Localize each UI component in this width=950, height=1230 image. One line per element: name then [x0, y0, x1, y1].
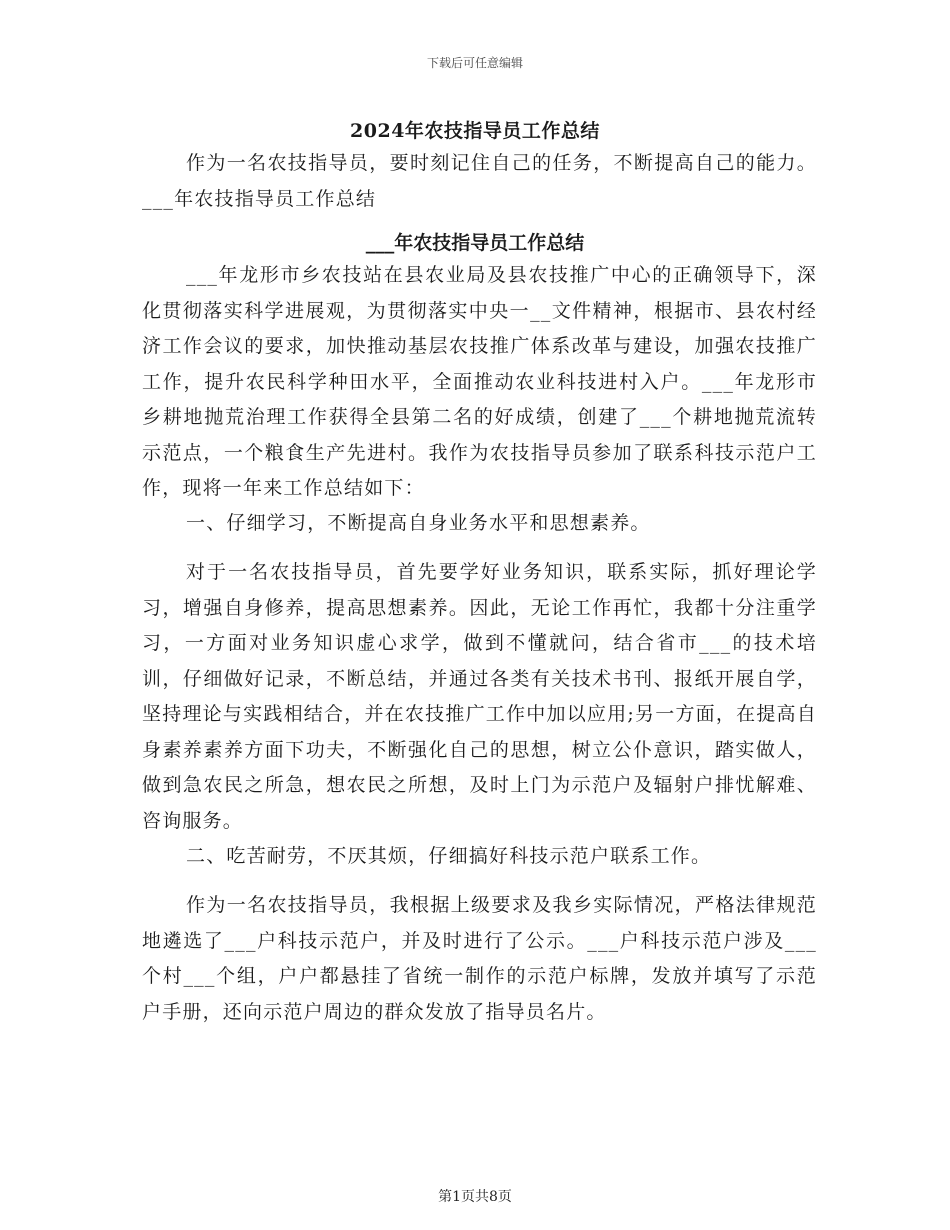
body-paragraph-3: 作为一名农技指导员，我根据上级要求及我乡实际情况，严格法律规范地遴选了___户科技示范户，并及时进行了公示。___户科技示范户涉及___个村___个组，户户都悬挂了省统一制作的示范户标牌，发放并填写了示范户手册，还向示范户周边的群众发放了指导员名片。: [142, 894, 817, 1023]
document-subtitle: ___年农技指导员工作总结: [365, 232, 585, 254]
page-footer: 第1页共8页: [438, 1189, 512, 1205]
header-note: 下载后可任意编辑: [426, 56, 523, 70]
section-heading-1: 一、仔细学习，不断提高自身业务水平和思想素养。: [186, 512, 651, 534]
body-paragraph-1: ___年龙形市乡农技站在县农业局及县农技推广中心的正确领导下，深化贯彻落实科学进展观，为贯彻落实中央一__文件精神，根据市、县农村经济工作会议的要求，加快推动基层农技推广体系改革与建设，加强农技推广工作，提升农民科学种田水平，全面推动农业科技进村入户。___年龙形市乡耕地抛荒治理工作获得全县第二名的好成绩，创建了___个耕地抛荒流转示范点，一个粮食生产先进村。我作为农技指导员参加了联系科技示范户工作，现将一年来工作总结如下：: [142, 264, 817, 499]
section-heading-2: 二、吃苦耐劳，不厌其烦，仔细搞好科技示范户联系工作。: [186, 845, 712, 867]
intro-paragraph: 作为一名农技指导员，要时刻记住自己的任务，不断提高自己的能力。___年农技指导员工作总结: [142, 152, 817, 210]
body-paragraph-2: 对于一名农技指导员，首先要学好业务知识，联系实际，抓好理论学习，增强自身修养，提高思想素养。因此，无论工作再忙，我都十分注重学习，一方面对业务知识虚心求学，做到不懂就问，结合省市___的技术培训，仔细做好记录，不断总结，并通过各类有关技术书刊、报纸开展自学，坚持理论与实践相结合，并在农技推广工作中加以应用;另一方面，在提高自身素养素养方面下功夫，不断强化自己的思想，树立公仆意识，踏实做人，做到急农民之所急，想农民之所想，及时上门为示范户及辐射户排忧解难、咨询服务。: [142, 561, 817, 832]
document-title: 2024年农技指导员工作总结: [350, 120, 600, 142]
